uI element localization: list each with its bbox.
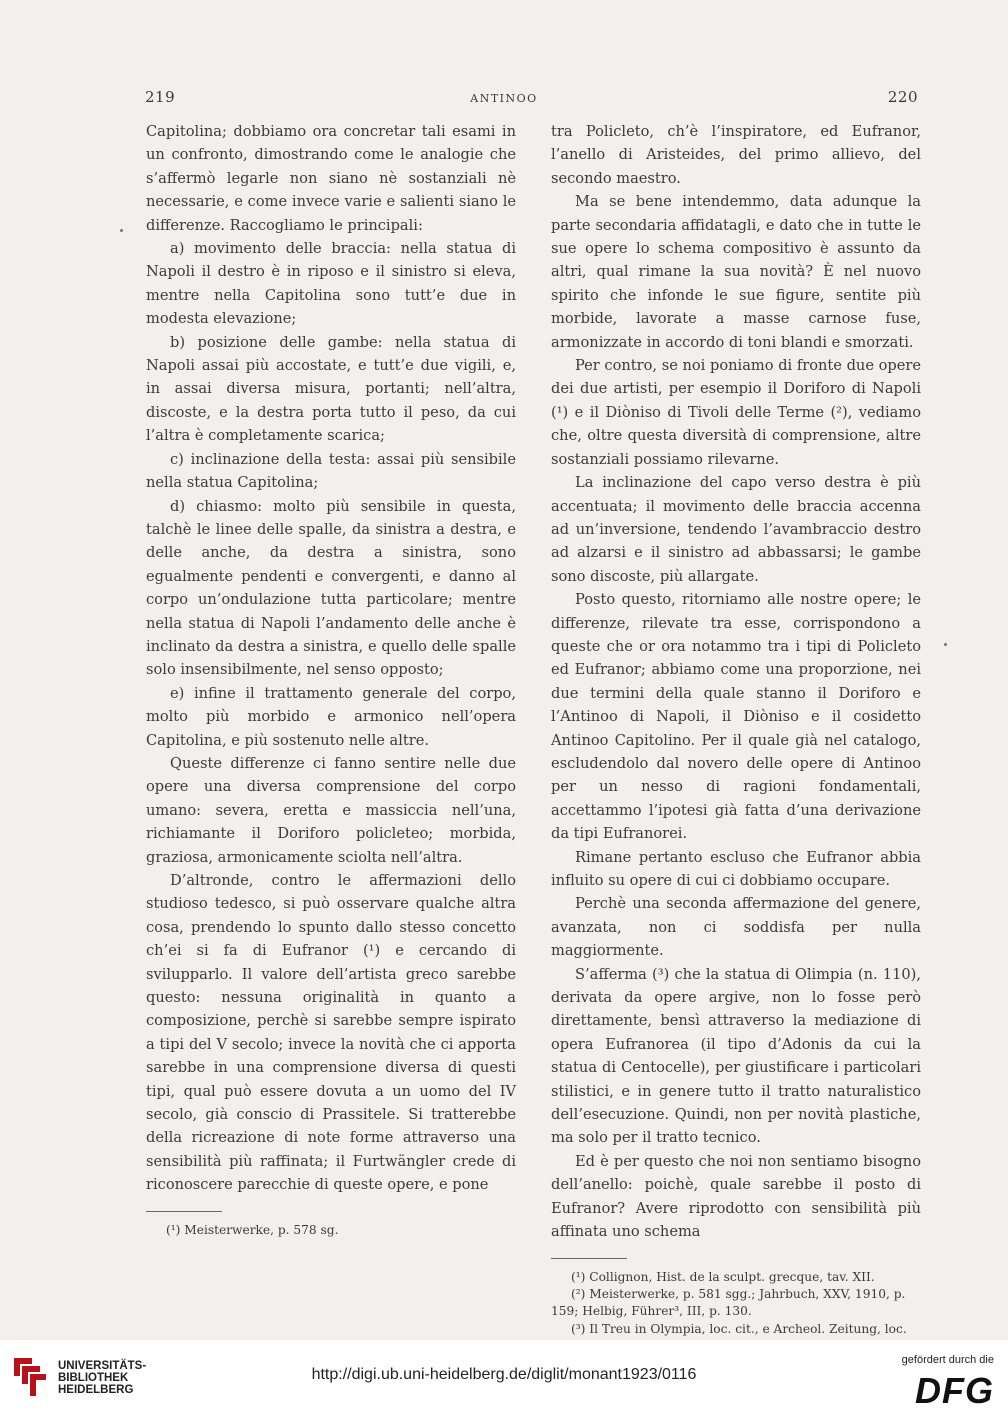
paragraph: b) posizione delle gambe: nella statua di Napoli assai più accostate, e tutt’e due vigili, e, in assai diversa misura, portanti; nell’altra, discoste, e la destra porta tutto il peso, da cui l’altra è completamente scarica; <box>146 333 516 445</box>
footnote: (¹) Meisterwerke, p. 578 sg. <box>166 1222 339 1237</box>
running-title: ANTINOO <box>470 92 538 105</box>
library-name-line1: UNIVERSITÄTS- <box>58 1360 147 1372</box>
library-name-line2: BIBLIOTHEK <box>58 1372 129 1384</box>
footnote: (¹) Collignon, Hist. de la sculpt. grecque, tav. XII. <box>571 1269 875 1284</box>
library-name-line3: HEIDELBERG <box>58 1384 134 1396</box>
paragraph: Ed è per questo che noi non sentiamo bisogno dell’anello: poichè, quale sarebbe il posto di Eufranor? Avere riprodotto con sensibilità più affinata uno schema <box>551 1152 921 1241</box>
dfg-logo[interactable]: DFG <box>915 1370 994 1411</box>
paragraph: d) chiasmo: molto più sensibile in questa, talchè le linee delle spalle, da sinistra a destra, e delle anche, da destra a sinistra, sono egualmente pendenti e convergenti, e danno al corpo un’ondulazione tutta particolare; mentre nella statua di Napoli l’andamento delle anche è inclinato da destra a sinistra, e quello delle spalle solo insensibilmente, nel senso opposto; <box>146 497 516 679</box>
permalink-url[interactable]: http://digi.ub.uni-heidelberg.de/diglit/monant1923/0116 <box>311 1366 697 1383</box>
paragraph: Capitolina; dobbiamo ora concretar tali esami in un confronto, dimostrando come le analogie che s’affermò legarle non siano nè sostanziali nè necessarie, e come invece varie e salienti siano le differenze. Raccogliamo le principali: <box>146 123 516 234</box>
paragraph: La inclinazione del capo verso destra è più accentuata; il movimento delle braccia accenna ad un’inversione, tendendo l’avambraccio destro ad alzarsi e il sinistro ad abbassarsi; le gambe sono discoste, più allargate. <box>551 474 921 585</box>
footnote-rule-right <box>551 1258 627 1259</box>
paragraph: Per contro, se noi poniamo di fronte due opere dei due artisti, per esempio il Doriforo di Napoli (¹) e il Diòniso di Tivoli delle Terme (²), vediamo che, oltre questa diversità di comprensione, altre sostanziali possiamo rilevarne. <box>551 357 921 468</box>
left-column-body <box>146 120 516 1197</box>
page-number-left: 219 <box>145 88 176 106</box>
paragraph: D’altronde, contro le affermazioni dello studioso tedesco, si può osservare qualche altra cosa, prendendo lo spunto dallo stesso concetto ch’ei si fa di Eufranor (¹) e cercando di svilupparlo. Il valore dell’artista greco sarebbe questo: nessuna originalità in quanto a composizione, perchè si sarebbe sempre ispirato a tipi del V secolo; invece la novità che ci apporta sarebbe in una comprensione diversa di questi tipi, qual può essere dovuta a un uomo del IV secolo, già conscio di Prassitele. Si tratterebbe della ricreazione di note forme attraverso una sensibilità più raffinata; il Furtwängler crede di riconoscere parecchie di queste opere, e pone <box>146 872 516 1194</box>
funder-label: gefördert durch die <box>901 1354 994 1366</box>
footnote: (²) Meisterwerke, p. 581 sgg.; Jahrbuch, XXV, 1910, p. 159; Helbig, Führer³, III, p. 130. <box>551 1286 906 1319</box>
paragraph: tra Policleto, ch’è l’inspiratore, ed Eufranor, l’anello di Aristeides, del primo allievo, del secondo maestro. <box>551 123 921 187</box>
digital-library-footer <box>0 1340 1008 1418</box>
paragraph: Posto questo, ritorniamo alle nostre opere; le differenze, rilevate tra esse, corrispondono a queste che or ora notammo tra i tipi di Policleto ed Eufranor; abbiamo come una proporzione, nei due termini della quale stanno il Doriforo e l’Antinoo di Napoli, il Diòniso e il cosidetto Antinoo Capitolino. Per il quale già nel catalogo, escludendolo dal novero delle opere di Antinoo per un nesso di ragioni fondamentali, accettammo l’ipotesi già fatta d’una derivazione da tipi Eufranorei. <box>551 591 921 843</box>
page-number-right: 220 <box>887 88 918 106</box>
footnote-rule-left <box>146 1211 222 1212</box>
paragraph: c) inclinazione della testa: assai più sensibile nella statua Capitolina; <box>146 450 516 492</box>
right-column-body <box>551 120 921 1244</box>
footnote: (³) Il Treu in Olympia, loc. cit., e Archeol. Zeitung, loc. <box>571 1321 907 1336</box>
paragraph: Ma se bene intendemmo, data adunque la parte secondaria affidatagli, e dato che in tutte le sue opere lo schema compositivo è assunto da altri, qual rimane la sua novità? È nel nuovo spirito che infonde le sue figure, sentite più morbide, lavorate a masse carnose fuse, armonizzate in accordo di toni blandi e smorzati. <box>551 193 921 351</box>
paragraph: Rimane pertanto escluso che Eufranor abbia influito su opere di cui ci dobbiamo occupare. <box>551 848 921 889</box>
paragraph: e) infine il trattamento generale del corpo, molto più morbido e armonico nell’opera Capitolina, e più sostenuto nelle altre. <box>146 684 516 749</box>
paragraph: S’afferma (³) che la statua di Olimpia (n. 110), derivata da opere argive, non lo fosse però direttamente, bensì attraverso la mediazione di opera Eufranorea (il tipo d’Adonis da cui la statua di Centocelle), per giustificare i particolari stilistici, e in genere tutto il tratto naturalistico dell’esecuzione. Quindi, non per novità plastiche, ma solo per il tratto tecnico. <box>551 965 921 1147</box>
paragraph: Perchè una seconda affermazione del genere, avanzata, non ci soddisfa per nulla maggiormente. <box>551 895 921 960</box>
paragraph: Queste differenze ci fanno sentire nelle due opere una diversa comprensione del corpo umano: severa, eretta e massiccia nell’una, richiamante il Doriforo policleteo; morbida, graziosa, armonicamente sciolta nell’altra. <box>146 754 516 866</box>
paragraph: a) movimento delle braccia: nella statua di Napoli il destro è in riposo e il sinistro si eleva, mentre nella Capitolina sono tutt’e due in modesta elevazione; <box>146 240 516 328</box>
left-footnotes <box>146 1222 516 1239</box>
right-column <box>551 120 921 1356</box>
scan-speck <box>120 229 123 232</box>
scan-speck <box>944 643 947 646</box>
left-column <box>146 120 516 1239</box>
